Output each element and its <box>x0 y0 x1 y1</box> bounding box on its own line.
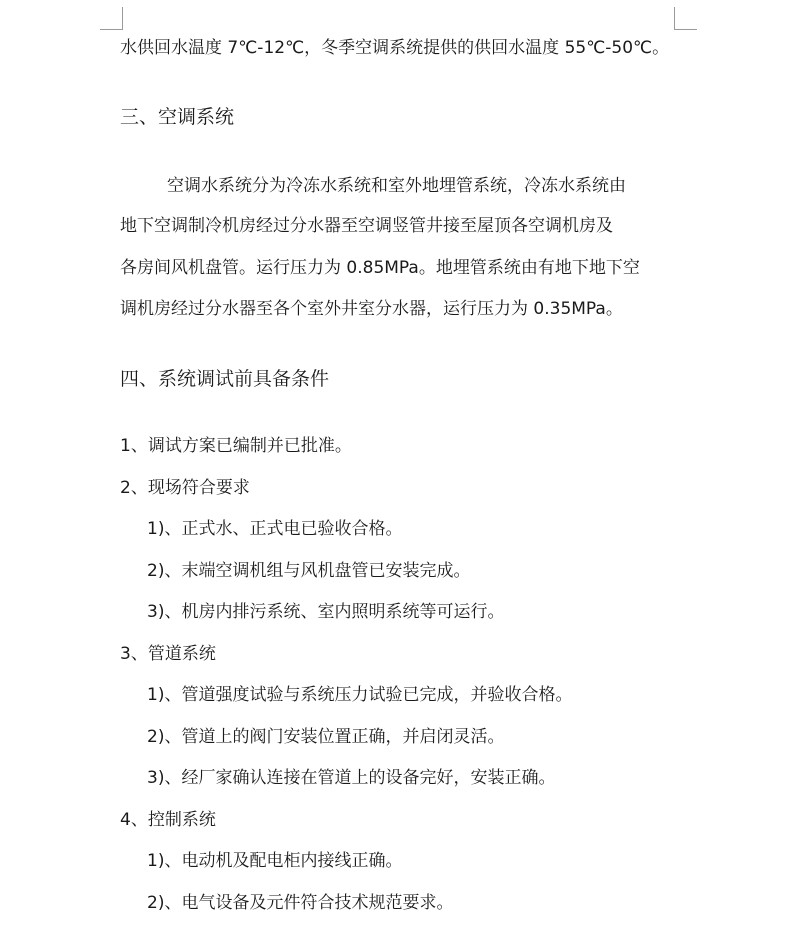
sub-list-item: 1)、管道强度试验与系统压力试验已完成，并验收合格。 <box>147 685 573 705</box>
sub-list-item: 1)、电动机及配电柜内接线正确。 <box>147 851 403 871</box>
page-corner-mark-left <box>100 7 123 30</box>
sub-list-item: 3)、机房内排污系统、室内照明系统等可运行。 <box>147 602 505 622</box>
sub-list-item: 2)、管道上的阀门安装位置正确，并启闭灵活。 <box>147 727 505 747</box>
paragraph-line: 空调水系统分为冷冻水系统和室外地埋管系统，冷冻水系统由 <box>167 176 626 196</box>
sub-list-item: 1)、正式水、正式电已验收合格。 <box>147 519 403 539</box>
paragraph-line: 调机房经过分水器至各个室外井室分水器，运行压力为 0.35MPa。 <box>120 299 623 319</box>
paragraph-line: 各房间风机盘管。运行压力为 0.85MPa。地埋管系统由有地下地下空 <box>120 258 640 278</box>
list-item: 2、现场符合要求 <box>120 478 250 498</box>
page-corner-mark-right <box>674 7 697 30</box>
list-item: 1、调试方案已编制并已批准。 <box>120 436 352 456</box>
paragraph-line: 地下空调制冷机房经过分水器至空调竖管井接至屋顶各空调机房及 <box>120 216 613 236</box>
sub-list-item: 2)、末端空调机组与风机盘管已安装完成。 <box>147 561 471 581</box>
sub-list-item: 2)、电气设备及元件符合技术规范要求。 <box>147 893 454 913</box>
body-text-line: 水供回水温度 7℃-12℃，冬季空调系统提供的供回水温度 55℃-50℃。 <box>120 38 670 58</box>
list-item: 3、管道系统 <box>120 644 216 664</box>
section-heading-air-conditioning: 三、空调系统 <box>120 106 235 128</box>
sub-list-item: 3)、经厂家确认连接在管道上的设备完好，安装正确。 <box>147 768 556 788</box>
list-item: 4、控制系统 <box>120 810 216 830</box>
section-heading-preconditions: 四、系统调试前具备条件 <box>120 368 330 390</box>
